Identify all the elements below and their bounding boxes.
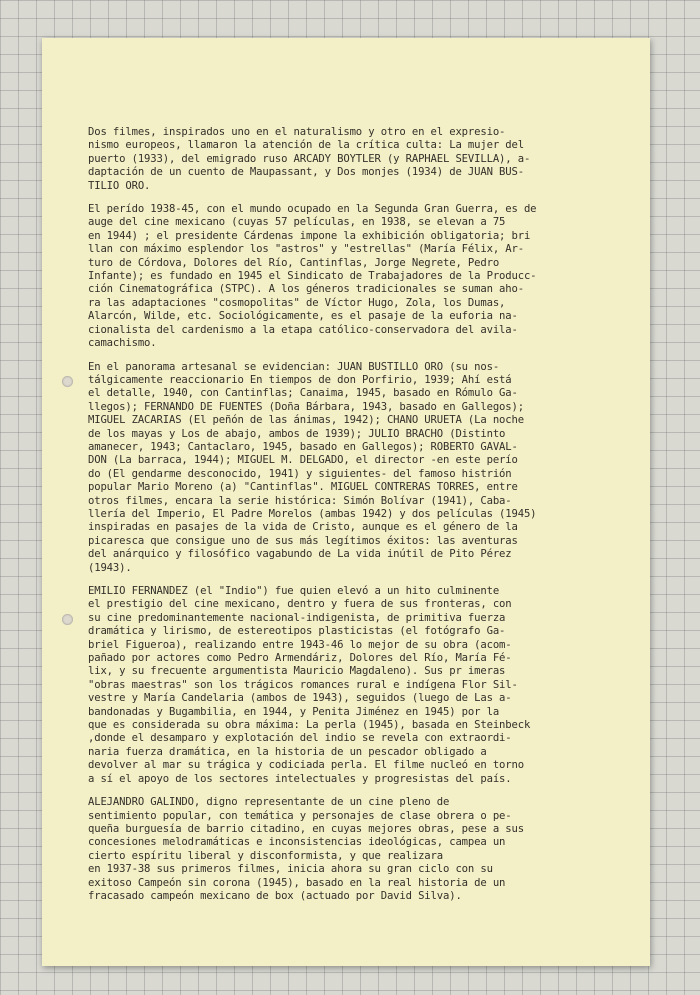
paragraph-2 (88, 203, 632, 350)
text-line: el detalle, 1940, con Cantinflas; Canaima, 1945, basado en Rómulo Ga- (88, 387, 518, 400)
paragraph-5 (88, 796, 632, 903)
text-line: en 1944) ; el presidente Cárdenas impone la exhibición obligatoria; bri (88, 229, 531, 242)
text-line: Infante); es fundado en 1945 el Sindicato de Trabajadores de la Producc- (88, 270, 537, 283)
text-line: puerto (1933), del emigrado ruso ARCADY BOYTLER (y RAPHAEL SEVILLA), a- (88, 152, 531, 165)
text-line: inspiradas en pasajes de la vida de Cristo, aunque es el género de la (88, 521, 518, 534)
text-line: amanecer, 1943; Cantaclaro, 1945, basado en Gallegos); ROBERTO GAVAL- (88, 440, 518, 453)
text-line: tálgicamente reaccionario En tiempos de don Porfirio, 1939; Ahí está (88, 373, 512, 386)
text-line: "obras maestras" son los trágicos romances rural e indígena Flor Sil- (88, 678, 518, 691)
paragraph-4 (88, 585, 632, 786)
text-line: dramática y lirismo, de estereotipos plasticistas (el fotógrafo Ga- (88, 625, 506, 638)
text-line: ción Cinematográfica (STPC). A los géneros tradicionales se suman aho- (88, 283, 524, 296)
text-line: ra las adaptaciones "cosmopolitas" de Víctor Hugo, Zola, los Dumas, (88, 296, 506, 309)
text-line: llegos); FERNANDO DE FUENTES (Doña Bárbara, 1943, basado en Gallegos); (88, 400, 524, 413)
text-line: exitoso Campeón sin corona (1945), basado en la real historia de un (88, 876, 506, 889)
text-line: devolver al mar su trágica y codiciada perla. El filme nucleó en torno (88, 759, 524, 772)
text-line: concesiones melodramáticas e inconsistencias ideológicas, campea un (88, 836, 506, 849)
text-line: daptación de un cuento de Maupassant, y Dos monjes (1934) de JUAN BUS- (88, 166, 524, 179)
text-line: sentimiento popular, con temática y personajes de clase obrera o pe- (88, 809, 512, 822)
text-line: MIGUEL ZACARIAS (El peñón de las ánimas, 1942); CHANO URUETA (La noche (88, 414, 524, 427)
text-line: pañado por actores como Pedro Armendáriz, Dolores del Río, María Fé- (88, 652, 512, 665)
text-line: de los mayas y Los de abajo, ambos de 1939); JULIO BRACHO (Distinto (88, 427, 506, 440)
text-line: fracasado campeón mexicano de box (actuado por David Silva). (88, 889, 462, 902)
text-line: picaresca que consigue uno de sus más legítimos éxitos: las aventuras (88, 534, 518, 547)
text-line: auge del cine mexicano (cuyas 57 películas, en 1938, se elevan a 75 (88, 216, 506, 229)
text-line: ,donde el desamparo y explotación del indio se revela con extraordi- (88, 732, 512, 745)
punch-hole (62, 376, 73, 387)
text-line: popular Mario Moreno (a) "Cantinflas". MIGUEL CONTRERAS TORRES, entre (88, 481, 518, 494)
text-line: El perído 1938-45, con el mundo ocupado en la Segunda Gran Guerra, es de (88, 203, 537, 216)
text-line: queña burguesía de barrio citadino, en cuyas mejores obras, pese a sus (88, 822, 524, 835)
paragraph-1 (88, 126, 632, 193)
text-line: otros filmes, encara la serie histórica: Simón Bolívar (1941), Caba- (88, 494, 512, 507)
punch-hole (62, 614, 73, 625)
text-line: del anárquico y filosófico vagabundo de La vida inútil de Pito Pérez (88, 548, 512, 561)
text-line: lix, y su frecuente argumentista Mauricio Magdaleno). Sus pr imeras (88, 665, 506, 678)
text-line: cierto espíritu liberal y disconformista, y que realizara (88, 849, 443, 862)
text-line: do (El gendarme desconocido, 1941) y siguientes- del famoso histrión (88, 467, 512, 480)
text-line: En el panorama artesanal se evidencian: JUAN BUSTILLO ORO (su nos- (88, 360, 500, 373)
text-line: vestre y María Candelaria (ambos de 1943), seguidos (luego de Las a- (88, 692, 512, 705)
text-line: briel Figueroa), realizando entre 1943-46 lo mejor de su obra (acom- (88, 638, 512, 651)
text-line: llería del Imperio, El Padre Morelos (ambas 1942) y dos películas (1945) (88, 507, 537, 520)
text-line: en 1937-38 sus primeros filmes, inicia ahora su gran ciclo con su (88, 863, 493, 876)
text-line: camachismo. (88, 337, 157, 350)
paragraph-3 (88, 361, 632, 576)
text-line: DON (La barraca, 1944); MIGUEL M. DELGADO, el director -en este perío (88, 454, 518, 467)
text-line: naria fuerza dramática, en la historia de un pescador obligado a (88, 745, 487, 758)
text-line: nismo europeos, llamaron la atención de la crítica culta: La mujer del (88, 139, 524, 152)
text-line: que es considerada su obra máxima: La perla (1945), basada en Steinbeck (88, 719, 531, 732)
text-line: llan con máximo esplendor los "astros" y "estrellas" (María Félix, Ar- (88, 243, 524, 256)
text-line: su cine predominantemente nacional-indigenista, de primitiva fuerza (88, 611, 506, 624)
text-line: turo de Córdova, Dolores del Río, Cantinflas, Jorge Negrete, Pedro (88, 256, 500, 269)
text-line: el prestigio del cine mexicano, dentro y fuera de sus fronteras, con (88, 598, 512, 611)
text-line: cionalista del cardenismo a la etapa católico-conservadora del avila- (88, 323, 518, 336)
typed-page (42, 38, 650, 966)
text-line: (1943). (88, 561, 132, 574)
text-line: a sí el apoyo de los sectores intelectuales y progresistas del país. (88, 772, 512, 785)
text-line: bandonadas y Bugambilia, en 1944, y Penita Jiménez en 1945) por la (88, 705, 500, 718)
text-line: TILIO ORO. (88, 179, 151, 192)
text-line: ALEJANDRO GALINDO, digno representante de un cine pleno de (88, 796, 450, 809)
text-line: Dos filmes, inspirados uno en el naturalismo y otro en el expresio- (88, 126, 506, 138)
text-line: EMILIO FERNANDEZ (el "Indio") fue quien elevó a un hito culminente (88, 585, 500, 597)
text-line: Alarcón, Wilde, etc. Sociológicamente, es el pasaje de la euforia na- (88, 310, 518, 323)
